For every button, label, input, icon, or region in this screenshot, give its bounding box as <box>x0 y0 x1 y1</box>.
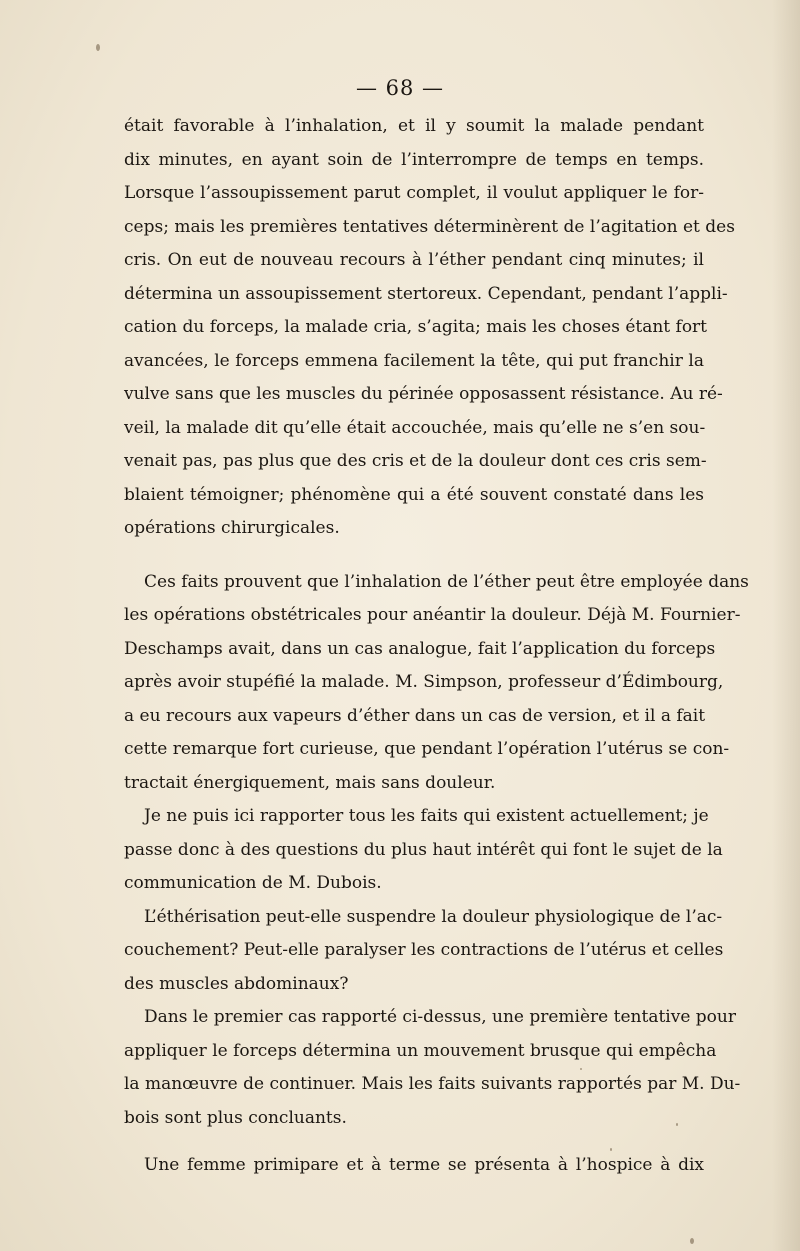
text-line: Lorsque l’assoupissement parut complet, il voulut appliquer le for- <box>124 183 704 203</box>
text-line: blaient témoigner; phénomène qui a été souvent constaté dans les <box>124 484 704 505</box>
text-line: couchement? Peut-elle paralyser les contractions de l’utérus et celles <box>124 940 724 960</box>
paragraph-3 <box>124 800 723 901</box>
text-line: des muscles abdominaux? <box>124 973 349 994</box>
paragraph-gap <box>124 546 704 566</box>
text-line: tractait énergiquement, mais sans douleur. <box>124 772 496 793</box>
text-line: était favorable à l’inhalation, et il y soumit la malade pendant <box>124 116 704 136</box>
text-line: appliquer le forceps détermina un mouvement brusque qui empêcha <box>124 1040 717 1061</box>
text-line: ceps; mais les premières tentatives déterminèrent de l’agitation et des <box>124 216 735 237</box>
page-number: — 68 — <box>355 76 445 100</box>
text-line: Une femme primipare et à terme se présenta à l’hospice à dix <box>144 1155 704 1175</box>
text-line: vulve sans que les muscles du périnée opposassent résistance. Au ré- <box>124 384 723 404</box>
text-line: opérations chirurgicales. <box>124 518 340 538</box>
page-edge-shadow <box>772 0 800 1251</box>
body-text <box>124 110 749 1183</box>
paragraph-gap <box>124 1135 704 1149</box>
text-line: les opérations obstétricales pour anéantir la douleur. Déjà M. Fournier- <box>124 605 741 625</box>
text-line: détermina un assoupissement stertoreux. Cependant, pendant l’appli- <box>124 283 728 304</box>
text-line: dix minutes, en ayant soin de l’interrompre de temps en temps. <box>124 149 704 170</box>
text-line: venait pas, pas plus que des cris et de la douleur dont ces cris sem- <box>124 451 707 471</box>
text-line: a eu recours aux vapeurs d’éther dans un cas de version, et il a fait <box>124 705 706 726</box>
text-line: veil, la malade dit qu’elle était accouchée, mais qu’elle ne s’en sou- <box>124 417 706 438</box>
text-line: la manœuvre de continuer. Mais les faits suivants rapportés par M. Du- <box>124 1074 741 1094</box>
paragraph-5 <box>124 1001 741 1135</box>
text-line: communication de M. Dubois. <box>124 873 382 893</box>
text-line: cette remarque fort curieuse, que pendant l’opération l’utérus se con- <box>124 739 730 759</box>
text-line: après avoir stupéfié la malade. M. Simpson, professeur d’Édimbourg, <box>124 672 724 692</box>
text-line: avancées, le forceps emmena facilement la tête, qui put franchir la <box>124 350 704 371</box>
text-line: passe donc à des questions du plus haut intérêt qui font le sujet de la <box>124 839 723 860</box>
paragraph-1 <box>124 110 735 546</box>
paragraph-4 <box>124 901 724 1002</box>
paragraph-6 <box>124 1149 704 1183</box>
text-line: cris. On eut de nouveau recours à l’éther pendant cinq minutes; il <box>124 250 704 270</box>
text-line: Je ne puis ici rapporter tous les faits qui existent actuellement; je <box>144 806 709 826</box>
text-line: Ces faits prouvent que l’inhalation de l’éther peut être employée dans <box>144 571 749 592</box>
text-line: Deschamps avait, dans un cas analogue, fait l’application du forceps <box>124 638 716 659</box>
text-line: Dans le premier cas rapporté ci-dessus, une première tentative pour <box>144 1007 736 1027</box>
text-line: L’éthérisation peut-elle suspendre la douleur physiologique de l’ac- <box>144 906 723 927</box>
paragraph-2 <box>124 566 749 801</box>
text-line: cation du forceps, la malade cria, s’agita; mais les choses étant fort <box>124 317 708 337</box>
text-line: bois sont plus concluants. <box>124 1107 347 1128</box>
